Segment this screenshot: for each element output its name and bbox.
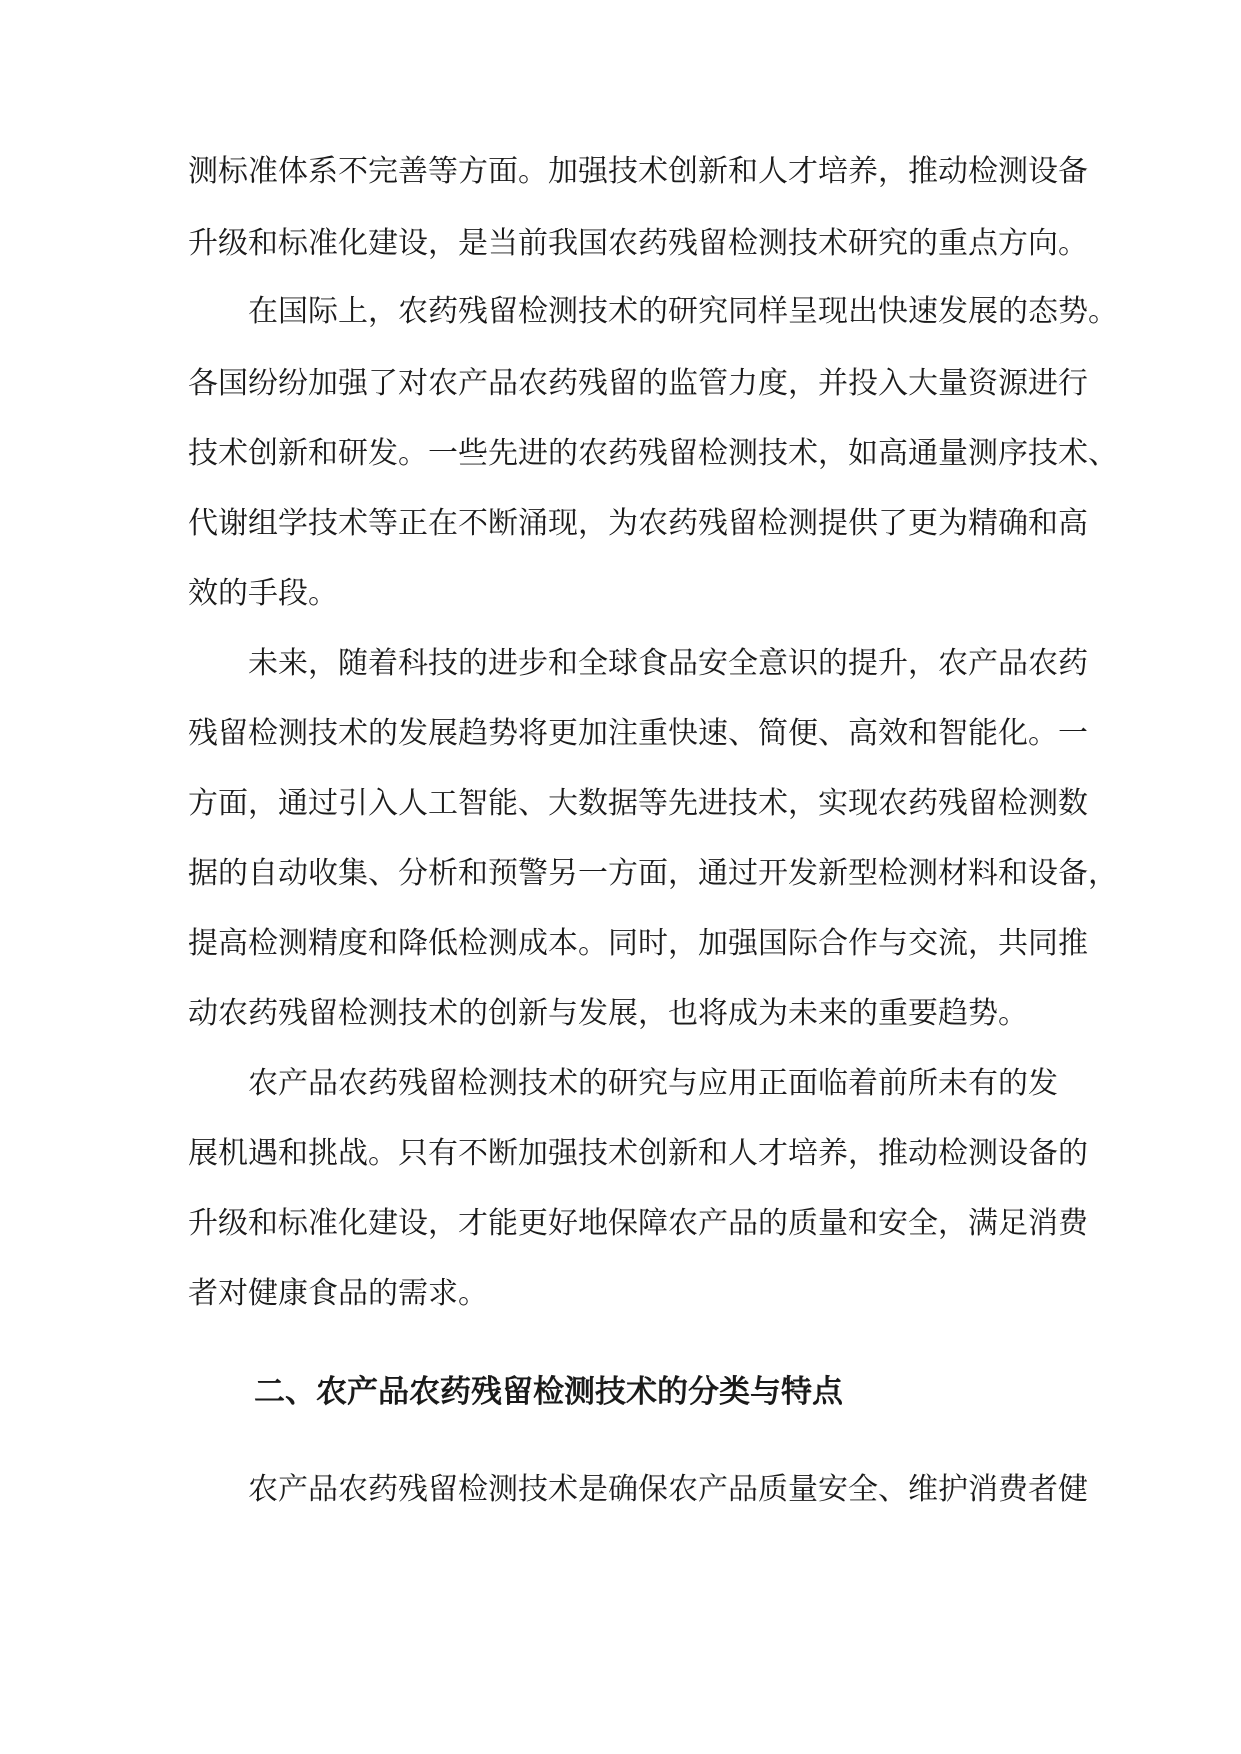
section-heading-text: 二、农产品农药残留检测技术的分类与特点 — [254, 1374, 843, 1410]
text-line — [0, 142, 1241, 202]
text-line-content: 提高检测精度和降低检测成本。同时，加强国际合作与交流，共同推 — [188, 926, 1088, 961]
text-line-content: 升级和标准化建设，是当前我国农药残留检测技术研究的重点方向。 — [188, 226, 1088, 261]
text-line — [0, 424, 1241, 484]
text-line-content: 未来，随着科技的进步和全球食品安全意识的提升，农产品农药 — [248, 646, 1088, 681]
text-line-content: 效的手段。 — [188, 576, 338, 611]
text-line — [0, 494, 1241, 554]
text-line-content: 方面，通过引入人工智能、大数据等先进技术，实现农药残留检测数 — [188, 786, 1088, 821]
text-line-content: 农产品农药残留检测技术的研究与应用正面临着前所未有的发 — [248, 1066, 1058, 1101]
text-line — [0, 354, 1241, 414]
text-line — [0, 774, 1241, 834]
text-line-content: 在国际上，农药残留检测技术的研究同样呈现出快速发展的态势。 — [248, 294, 1118, 329]
text-line — [0, 564, 1241, 624]
text-line — [0, 214, 1241, 274]
text-line-content: 动农药残留检测技术的创新与发展，也将成为未来的重要趋势。 — [188, 996, 1028, 1031]
text-line — [0, 704, 1241, 764]
paragraph-first-line — [0, 1460, 1241, 1520]
text-line — [0, 844, 1241, 904]
text-line — [0, 1124, 1241, 1184]
text-line-content: 代谢组学技术等正在不断涌现，为农药残留检测提供了更为精确和高 — [188, 506, 1088, 541]
text-line-content: 者对健康食品的需求。 — [188, 1276, 488, 1311]
text-line — [0, 914, 1241, 974]
text-line-content: 各国纷纷加强了对农产品农药残留的监管力度，并投入大量资源进行 — [188, 366, 1088, 401]
text-line-content: 农产品农药残留检测技术是确保农产品质量安全、维护消费者健 — [248, 1472, 1088, 1507]
text-line-content: 据的自动收集、分析和预警另一方面，通过开发新型检测材料和设备， — [188, 856, 1118, 891]
text-line — [0, 1194, 1241, 1254]
text-line-content: 升级和标准化建设，才能更好地保障农产品的质量和安全，满足消费 — [188, 1206, 1088, 1241]
text-line-content: 残留检测技术的发展趋势将更加注重快速、简便、高效和智能化。一 — [188, 716, 1088, 751]
text-line-content: 技术创新和研发。一些先进的农药残留检测技术，如高通量测序技术、 — [188, 436, 1118, 471]
text-line-content: 展机遇和挑战。只有不断加强技术创新和人才培养，推动检测设备的 — [188, 1136, 1088, 1171]
paragraph-first-line — [0, 634, 1241, 694]
paragraph-first-line — [0, 1054, 1241, 1114]
paragraph-first-line — [0, 282, 1241, 342]
text-line — [0, 1264, 1241, 1324]
text-line-content: 测标准体系不完善等方面。加强技术创新和人才培养，推动检测设备 — [188, 154, 1088, 189]
text-line — [0, 984, 1241, 1044]
section-heading — [0, 1362, 1241, 1422]
